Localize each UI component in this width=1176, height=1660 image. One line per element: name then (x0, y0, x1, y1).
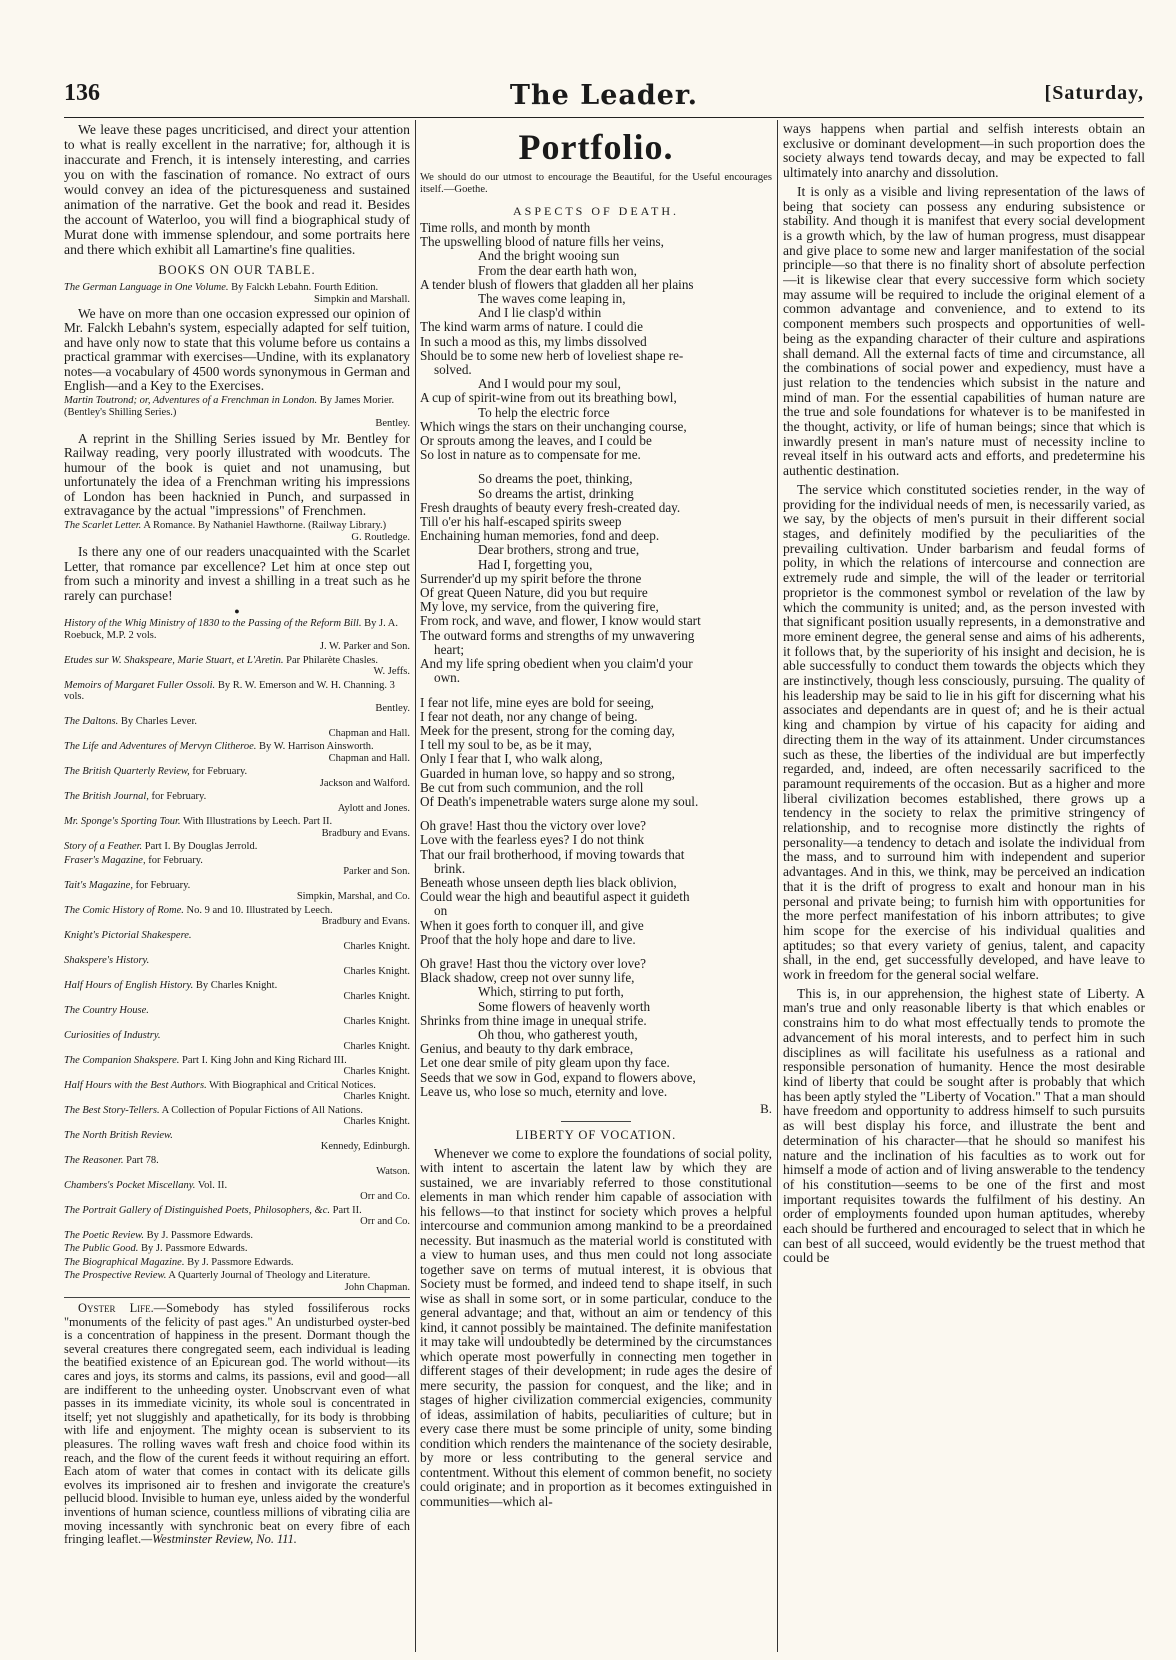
poem-line: A cup of spirit-wine from out its breathing bowl, (420, 390, 677, 406)
poem-line: The waves come leaping in, (478, 291, 626, 307)
book-title: Tait's Magazine, (64, 879, 133, 891)
book-details: Part I. King John and King Richard III. (182, 1054, 347, 1066)
book-publisher: Charles Knight. (343, 1016, 410, 1027)
book-list-entry (64, 955, 410, 978)
book-list-entry (64, 1205, 410, 1228)
book-details: Part II. (332, 1204, 362, 1216)
poem-line: A tender blush of flowers that gladden all her plains (420, 276, 694, 292)
poem-line: Let one dear smile of pity gleam upon thy face. (420, 1055, 670, 1071)
poem-line: Oh thou, who gatherest youth, (478, 1026, 638, 1042)
poem-line: Shrinks from thine image in unequal strife. (420, 1012, 647, 1028)
book-title: Etudes sur W. Shakspeare, Marie Stuart, et L'Aretin. (64, 654, 284, 666)
book-details: By J. Passmore Edwards. (141, 1243, 248, 1254)
book-title: Shakspere's History. (64, 954, 150, 966)
poem-line: Seeds that we sow in God, expand to flowers above, (420, 1069, 696, 1085)
book-details: A Quarterly Journal of Theology and Literature. (168, 1270, 371, 1281)
liberty-paragraph: Whenever we come to explore the foundations of social polity, with intent to ascertain the latent law by which they are sustained, we are invariably referred to those constitutional elements in man which render him capable of association with his fellows—to that instinct for society which proves a helpful intercourse and communion among mankind to be a preordained necessity. But inasmuch as the material world is constituted with a view to human uses, and thus men could not long associate together save on terms of mutual interest, it is obvious that Society must be formed, and indeed tend to shape itself, in such wise as shall in some sort, or in some particular, conduce to the general advantage; and that, without an aim or tendency of this kind, it cannot possibly be maintained. The definite manifestation it may take will undoubtedly be determined by the circumstances which operate most powerfully in connecting men together in different stages of their development; in rude ages the desire of mere security, the passion for conquest, and the like; and in stages of higher civilization commercial exigencies, community of ideas, assimilation of habits, peculiarities of culture; but in every case there must be some principle of unity, some binding condition which renders the maintenance of the society desirable, by more or less contributing to the general service and contentment. Without this element of common benefit, no society could originate; and in proportion as it becomes extinguished in communities—which al- (420, 1145, 772, 1509)
issue-day: [Saturday, (1044, 82, 1144, 104)
poem-line: brink. (434, 860, 466, 876)
book-details: A Collection of Popular Fictions of All Nations. (161, 1104, 363, 1116)
poem-line: The upswelling blood of nature fills her veins, (420, 234, 664, 250)
poem-line: Could wear the high and beautiful aspect it guideth (420, 889, 690, 905)
portfolio-motto: We should do our utmost to encourage the Beautiful, for the Useful encourages itself.—Goethe. (420, 172, 772, 195)
poem-line: Beneath whose unseen depth lies black oblivion, (420, 874, 677, 890)
book-publisher: Bradbury and Evans. (321, 916, 410, 927)
book-title: Fraser's Magazine, (64, 854, 146, 866)
book-list-entry (64, 1155, 410, 1178)
book-publisher: Bentley. (375, 702, 410, 714)
column-left (64, 122, 410, 1652)
review-book-title: The Scarlet Letter. (64, 520, 142, 532)
column-divider (415, 120, 416, 1652)
book-title: Knight's Pictorial Shakespere. (64, 929, 192, 941)
poem-line: That our frail brotherhood, if moving towards that (420, 846, 685, 862)
portfolio-heading: Portfolio. (518, 127, 674, 167)
poem-line: Leave us, who lose so much, eternity and love. (420, 1083, 668, 1099)
review-book-details: A Romance. By Nathaniel Hawthorne. (Railway Library.) (143, 520, 387, 532)
book-publisher: Simpkin, Marshal, and Co. (296, 891, 410, 902)
book-publisher: Charles Knight. (343, 966, 410, 977)
book-details: By Charles Lever. (120, 716, 197, 727)
book-title: The Reasoner. (64, 1154, 124, 1166)
poem-line: Only I fear that I, who walk along, (420, 751, 603, 767)
page-number: 136 (64, 80, 100, 106)
poem-line: Some flowers of heavenly worth (478, 998, 651, 1014)
book-list-entry (64, 716, 410, 739)
poem-body (420, 221, 772, 1099)
book-list-entry (64, 1080, 410, 1103)
book-title: The British Journal, (64, 791, 149, 802)
books-list (64, 618, 410, 1293)
section-rule (561, 1121, 631, 1122)
review-text: We have on more than one occasion expressed our opinion of Mr. Falckh Lebahn's system, especially adapted for self tuition, and have only now to state that this volume before us contains a practical grammar with exercises—Undine, with its explanatory notes—a vocabulary of 4500 words synonymous in German and English—and a Key to the Exercises. (64, 306, 410, 394)
book-publisher: Orr and Co. (360, 1216, 410, 1227)
book-title: The Country House. (64, 1004, 149, 1016)
book-title: Half Hours with the Best Authors. (64, 1079, 207, 1091)
poem-line: Love with the fearless eyes? I do not think (420, 832, 645, 848)
poem-line: And I would pour my soul, (478, 376, 621, 392)
book-list-entry (64, 880, 410, 903)
oyster-text: —Somebody has styled fossiliferous rocks "monuments of the felicity of past ages." An undisturbed oyster-bed is a concentration of happiness in the present. Dormant though the several creatures there congregated seem, each individual is leading the beatified existence of an Epicurean god. The world without—its cares and joys, its storms and calms, its passions, evil and good—all are indifferent to the unheeding oyster. Unobscrvant even of what passes in its immediate vicinity, its whole soul is concentrated in itself; yet not sluggishly and apathetically, for its body is throbbing with life and enjoyment. The mighty ocean is subservient to its pleasures. The rolling waves waft fresh and choice food within its reach, and the flow of the curent feeds it without requiring an effort. Each atom of water that comes in contact with its delicate gills evolves its imprisoned air to freshen and invigorate the creature's pellucid blood. Invisible to human eye, unless aided by the wonderful inventions of human science, countless millions of vibrating cilia are moving incessantly with synchronic beat on every fibre of each fringing leaflet. (64, 1301, 410, 1547)
book-details: With Biographical and Critical Notices. (209, 1079, 376, 1091)
poem-line: And I lie clasp'd within (478, 305, 602, 321)
book-details: By R. W. Emerson and W. H. Channing. 3 vols. (64, 679, 395, 702)
book-details: By J. Passmore Edwards. (187, 1256, 294, 1268)
book-publisher: Bradbury and Evans. (321, 827, 410, 839)
poem-line: And the bright wooing sun (478, 248, 620, 264)
review-entry (64, 282, 410, 305)
book-publisher: Charles Knight. (343, 1091, 410, 1102)
oyster-source: —Westminster Review, No. 111. (141, 1532, 297, 1547)
intro-paragraph: We leave these pages uncriticised, and direct your attention to what is really excellent in the narrative; for, although it is inaccurate and French, it is intensely interesting, and carries you on with the fascination of romance. No extract of ours would convey an idea of the picturesqueness and sustained animation of the narrative. Get the book and read it. Besides the account of Waterloo, you will find a biographical study of Murat done with immense splendour, and some portraits here and there which exhibit all Lamartine's fine qualities. (64, 122, 410, 257)
oyster-lead: Oyster Life. (78, 1301, 154, 1315)
book-title: Memoirs of Margaret Fuller Ossoli. (64, 679, 216, 691)
book-details: Vol. II. (197, 1179, 228, 1191)
page-header (64, 80, 1144, 120)
poem-line: To help the electric force (478, 404, 610, 420)
book-list-entry (64, 655, 410, 678)
poem-line: Oh grave! Hast thou the victory over love? (420, 955, 646, 971)
book-list-entry (64, 766, 410, 789)
book-title: The Best Story-Tellers. (64, 1104, 160, 1116)
poem-line: When it goes forth to conquer ill, and give (420, 917, 644, 933)
review-publisher: Simpkin and Marshall. (314, 293, 410, 305)
book-list-entry (64, 1257, 410, 1269)
book-list-entry (64, 741, 410, 764)
book-title: Mr. Sponge's Sporting Tour. (64, 816, 181, 827)
poem-line: Oh grave! Hast thou the victory over love? (420, 818, 646, 834)
book-publisher: Chapman and Hall. (328, 752, 410, 764)
book-list-entry (64, 980, 410, 1003)
review-book-details: By Falckh Lebahn. Fourth Edition. (231, 282, 379, 293)
review-book-title: Martin Toutrond; or, Adventures of a Frenchman in London. (64, 395, 318, 407)
book-publisher: Aylott and Jones. (337, 802, 410, 814)
book-list-entry (64, 1180, 410, 1203)
book-list-entry (64, 1005, 410, 1028)
book-title: The Life and Adventures of Mervyn Clitheroe. (64, 741, 257, 752)
poem-line: So dreams the artist, drinking (478, 485, 634, 501)
poem-line: Fresh draughts of beauty every fresh-created day. (420, 499, 681, 515)
book-title: The British Quarterly Review, (64, 766, 190, 777)
review-book-details: By James Morier. (Bentley's Shilling Series.) (64, 395, 395, 418)
book-list-entry (64, 680, 410, 715)
poem-line: From rock, and wave, and flower, I know would start (420, 613, 701, 629)
book-publisher: Charles Knight. (343, 991, 410, 1002)
book-title: The Companion Shakspere. (64, 1054, 180, 1066)
liberty-continued-1: ways happens when partial and selfish interests obtain an exclusive or dominant development—in such proportion does the society always tend towards decay, and may be expected to fall ultimately into anarchy and dissolution. (783, 122, 1145, 181)
poem-line: solved. (434, 362, 472, 378)
poem-line: I tell my soul to be, as be it may, (420, 737, 592, 753)
book-list-entry (64, 905, 410, 928)
book-title: The Comic History of Rome. (64, 904, 184, 916)
book-title: Chambers's Pocket Miscellany. (64, 1179, 196, 1191)
book-details: With Illustrations by Leech. Part II. (182, 816, 333, 827)
book-list-entry (64, 1230, 410, 1242)
liberty-continued-4: This is, in our apprehension, the highest state of Liberty. A man's true and only reasonable liberty is that which enables or constrains him to do what most effectually tends to promote the advancement of his moral interests, and to perfect him in such disciplines as will facilitate his usefulness as a rational and responsible personation of humanity. Hence the most desirable kind of liberty that could be sought after is probably that which has been aptly styled the "Liberty of Vocation." That a man should have freedom and opportunity to address himself to such pursuits as will best display his force, and illustrate the bent and determination of his character—that he should so manifest his nature and the inclination of his faculties as to work out for himself a mode of action and of living answerable to the tendency of his constitution—seems to be one of the first and most important requisites towards the fulfilment of his destiny. An order of employments founded upon human aptitudes, whereby each should be furthered and encouraged to select that in which he can best of all succeed, would evidently be the truest method that could be (783, 985, 1145, 1266)
poem-line: Dear brothers, strong and true, (478, 542, 640, 558)
book-title: The Biographical Magazine. (64, 1256, 185, 1268)
book-publisher: Orr and Co. (360, 1191, 410, 1202)
book-list-entry (64, 1055, 410, 1078)
book-title: The Public Good. (64, 1243, 139, 1254)
book-details: By J. Passmore Edwards. (146, 1229, 254, 1241)
book-title: The Poetic Review. (64, 1229, 144, 1241)
liberty-continued-2: It is only as a visible and living representation of the laws of being that society can possess any enduring subsistence or stability. And though it is manifest that every social development is a growth which, by the law of human progress, must disappear and give place to some new and larger manifestation of the social principle—so that there is no finality short of absolute perfection—it is likewise clear that every successive form which society may assume will be required to include the original element of a common advantage and convenience, and to extend to its component members such prospects and opportunities of well-being as the expanding character of their culture and aspirations shall demand. All the external facts of time and circumstance, all the combinations of social power and expediency, must have a just relation to the tendencies which subsist in the nature and mind of man. For the essential capabilities of human nature are the true and sole foundations for whatever is to be manifested in the thought, activity, or life of human beings; since that which is inwardly present in man's nature must of necessity incline to reveal itself in his outward acts and efforts, and predetermine his authentic destination. (783, 183, 1145, 479)
book-list-entry (64, 816, 410, 839)
poem-line: heart; (434, 641, 465, 657)
book-details: Part 78. (126, 1154, 159, 1166)
poem-line: Surrender'd up my spirit before the throne (420, 570, 642, 586)
book-publisher: Watson. (376, 1166, 410, 1177)
book-publisher: Chapman and Hall. (328, 727, 410, 739)
book-list-entry (64, 841, 410, 853)
poem-line: My love, my service, from the quivering fire, (420, 599, 659, 615)
stanza-gap (420, 686, 772, 696)
masthead-title: The Leader. (509, 80, 699, 111)
book-title: The Portrait Gallery of Distinguished Poets, Philosophers, &c. (64, 1204, 330, 1216)
column-right (783, 122, 1145, 1652)
book-title: The Daltons. (64, 716, 119, 727)
poem-line: I fear not life, mine eyes are bold for seeing, (420, 694, 654, 710)
liberty-title: LIBERTY OF VOCATION. (515, 1127, 677, 1142)
reviews-list (64, 282, 410, 603)
review-text: A reprint in the Shilling Series issued by Mr. Bentley for Railway reading, very poorly illustrated with woodcuts. The humour of the book is quiet and not unamusing, but unfortunately the idea of a Frenchman writing his impressions of London has been hacknied in Punch, and surpassed in extravagance by the actual "impressions" of Frenchmen. (64, 430, 410, 518)
poem-line: Genius, and beauty to thy dark embrace, (420, 1041, 634, 1057)
poem-line: Proof that the holy hope and dare to live. (420, 931, 636, 947)
book-list-entry (64, 791, 410, 814)
poem-line: And my life spring obedient when you claim'd your (420, 656, 693, 672)
review-publisher: G. Routledge. (351, 531, 410, 543)
poem-line: Which, stirring to put forth, (478, 984, 624, 1000)
book-publisher: John Chapman. (344, 1281, 410, 1293)
book-publisher: Charles Knight. (343, 1116, 410, 1127)
poem-line: Which wings the stars on their unchanging course, (420, 418, 687, 434)
book-list-entry (64, 1130, 410, 1153)
book-details: By Charles Knight. (195, 979, 278, 991)
poem-line: Guarded in human love, so happy and so strong, (420, 765, 675, 781)
book-publisher: Charles Knight. (343, 1066, 410, 1077)
book-details: By W. Harrison Ainsworth. (259, 741, 374, 752)
book-list-entry (64, 855, 410, 878)
book-details: No. 9 and 10. Illustrated by Leech. (186, 904, 333, 916)
book-list-entry (64, 1270, 410, 1293)
book-list-entry (64, 1243, 410, 1255)
separator-dot: ● (234, 606, 240, 616)
book-publisher: W. Jeffs. (373, 666, 410, 677)
book-details: Part I. By Douglas Jerrold. (144, 841, 258, 852)
poem-line: Of Death's impenetrable waters surge alone my soul. (420, 793, 699, 809)
review-entry (64, 520, 410, 543)
poem-line: Till o'er his half-escaped spirits sweep (420, 514, 622, 530)
column-middle (420, 122, 772, 1652)
poem-signature: B. (760, 1100, 772, 1116)
book-title: Story of a Feather. (64, 841, 143, 852)
poem-line: The kind warm arms of nature. I could die (420, 319, 644, 335)
poem-line: Be cut from such communion, and the roll (420, 779, 644, 795)
poem-line: Of great Queen Nature, did you but require (420, 585, 648, 601)
oyster-paragraph (64, 1302, 410, 1547)
header-rule (64, 117, 1144, 118)
book-title: Curiosities of Industry. (64, 1029, 161, 1041)
section-rule (64, 1297, 410, 1298)
book-details: By J. A. Roebuck, M.P. 2 vols. (64, 618, 398, 641)
book-list-entry (64, 1105, 410, 1128)
poem-line: on (434, 903, 448, 919)
book-details: for February. (148, 854, 203, 866)
book-publisher: Charles Knight. (343, 941, 410, 952)
book-details: for February. (151, 791, 207, 802)
book-details: for February. (135, 879, 191, 891)
book-title: The North British Review. (64, 1129, 173, 1141)
review-book-title: The German Language in One Volume. (64, 282, 229, 293)
book-list-entry (64, 1030, 410, 1053)
poem-line: Time rolls, and month by month (420, 220, 591, 235)
book-title: Half Hours of English History. (64, 979, 194, 991)
liberty-continued-3: The service which constituted societies render, in the way of providing for the individual needs of men, is necessarily varied, as we say, by the objects of men's pursuit in their different social stages, and definitely modified by the peculiarities of the prevailing cultivation. Under barbarism and feudal forms of polity, in which the relations of intercourse and connection are extremely rude and simple, the will of the leader or territorial proprietor is the commonest symbol or revelation of the law by which the community is united; and, as the person invested with that significant position usually represents, in a demonstrative and more eminent degree, the general sense and aims of his adherents, it follows that, by the superiority of his insight and decision, he is able successfully to conduct them towards the objects which they are instinctively, though less consciously, pursuing. The quality of his leadership may be said to lie in his gift for discerning what his associates and dependants are in quest of; and he is their actual king and champion by virtue of his capacity for aiding and directing them in the way of its attainment. Under circumstances such as these, the liberties of the individual are but imperfectly regarded, and, indeed, are often necessarily sacrificed to the paramount requirements of the occasion. But as a higher and more liberal civilization becomes established, there grows up a tendency in the society to relax the primitive stringency of relationship, and to recognise more distinctly the rights of personality—a tendency to detach and isolate the individual from the mass, and to surround him with independent and superior advantages. And in this, we think, may be perceived an indication that it is the drift of progress to exalt and honour man in his personal and private being; to furnish him with opportunities for the more perfect manifestation of his inborn attributes; to give him scope for the exercise of his individual qualities and aptitudes; so that every variety of genius, talent, and capacity shall, in the end, get successfully developed, and have leave to work in freedom for the general social welfare. (783, 481, 1145, 983)
poem-line: Or sprouts among the leaves, and I could be (420, 433, 652, 449)
poem-line: So dreams the poet, thinking, (478, 471, 633, 487)
poem-line: The outward forms and strengths of my unwavering (420, 627, 695, 643)
book-details: for February. (192, 766, 248, 777)
book-details: Par Philarète Chasles. (286, 654, 379, 666)
poem-line: Had I, forgetting you, (478, 556, 593, 572)
book-publisher: Jackson and Walford. (319, 777, 410, 789)
book-publisher: Charles Knight. (343, 1041, 410, 1052)
book-publisher: Parker and Son. (343, 866, 410, 877)
poem-line: I fear not death, nor any change of being. (420, 708, 638, 724)
poem-line: So lost in nature as to compensate for me. (420, 447, 641, 463)
poem-line: Black shadow, creep not over sunny life, (420, 970, 635, 986)
poem-line: Should be to some new herb of loveliest shape re- (420, 347, 684, 363)
book-title: History of the Whig Ministry of 1830 to the Passing of the Reform Bill. (64, 618, 362, 629)
poem-line: Enchaining human memories, fond and deep. (420, 528, 660, 544)
book-list-entry (64, 618, 410, 653)
review-text: Is there any one of our readers unacquainted with the Scarlet Letter, that romance par excellence? Let him at once step out from such a minority and invest a shilling in a treat such as he rarely can purchase! (64, 544, 410, 603)
book-publisher: J. W. Parker and Son. (319, 641, 410, 652)
book-publisher: Kennedy, Edinburgh. (320, 1141, 410, 1152)
book-list-entry (64, 930, 410, 953)
poem-line: Meek for the present, strong for the coming day, (420, 722, 675, 738)
review-publisher: Bentley. (375, 418, 410, 430)
poem-title: ASPECTS OF DEATH. (512, 204, 680, 218)
column-divider (777, 120, 778, 1652)
books-section-title: BOOKS ON OUR TABLE. (158, 263, 316, 277)
poem-line: own. (434, 670, 461, 686)
review-entry (64, 395, 410, 430)
poem-line: In such a mood as this, my limbs dissolved (420, 333, 647, 349)
poem-line: From the dear earth hath won, (478, 262, 637, 278)
book-title: The Prospective Review. (64, 1270, 167, 1281)
